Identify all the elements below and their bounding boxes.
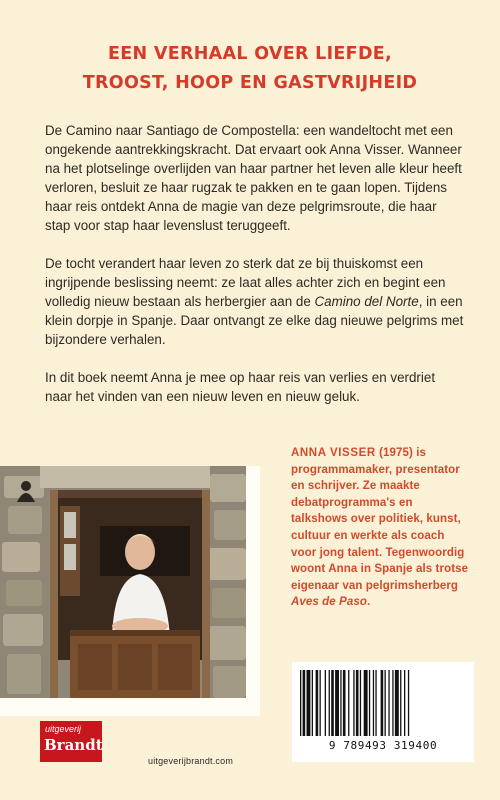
barcode-bar: [369, 670, 370, 736]
blurb: [45, 121, 465, 425]
barcode-bar: [356, 670, 359, 736]
barcode-bar: [343, 670, 346, 736]
barcode-bar: [331, 670, 334, 736]
barcode-bar: [325, 670, 326, 736]
author-inn-name: Aves de Paso: [291, 596, 367, 609]
barcode-bar: [395, 670, 399, 736]
barcode-bar: [307, 670, 311, 736]
barcode-bar: [353, 670, 354, 736]
isbn-barcode: [292, 662, 474, 762]
blurb-p2-start: De tocht verandert haar leven zo sterk dat ze bij thuiskomst een ingrijpende beslissing neemt: ze laat alles achter zich en begint een volledig nieuw bestaan als herbergier aan de: [45, 256, 446, 309]
publisher-logo-top: uitgeverij: [45, 724, 82, 734]
barcode-bar: [335, 670, 339, 736]
barcode-bar: [320, 670, 321, 736]
author-bio-text: (1975) is programmamaker, presentator en schrijver. Ze maakte debatprogramma's en talkshows over politiek, kunst, cultuur en werkte als coach voor jong talent. Tegenwoordig woont Anna in Spanje als trotse eigenaar van pelgrimsherberg: [291, 447, 469, 592]
barcode-bar: [303, 670, 306, 736]
barcode-bar: [404, 670, 405, 736]
publisher-logo-main: Brandt: [44, 736, 103, 754]
barcode-bar: [360, 670, 361, 736]
barcode-bar: [348, 670, 349, 736]
publisher-website: uitgeverijbrandt.com: [148, 756, 234, 766]
author-photo: [0, 466, 246, 698]
barcode-bar: [364, 670, 368, 736]
barcode-bar: [392, 670, 393, 736]
barcode-bar: [388, 670, 389, 736]
isbn-number: 9 789493 319400: [328, 739, 438, 752]
barcode-bar: [400, 670, 401, 736]
author-bio: [291, 445, 471, 611]
barcode-bar: [316, 670, 319, 736]
blurb-p2-route: Camino del Norte: [314, 294, 419, 309]
barcode-bar: [375, 670, 376, 736]
barcode-bar: [381, 670, 384, 736]
author-name: ANNA VISSER: [291, 447, 376, 459]
barcode-bars: [298, 670, 468, 738]
barcode-bar: [340, 670, 341, 736]
barcode-bar: [312, 670, 313, 736]
back-cover-headline: [0, 40, 500, 98]
author-bio-end: .: [367, 596, 371, 609]
barcode-bar: [373, 670, 374, 736]
blurb-paragraph-1: De Camino naar Santiago de Compostella: een wandeltocht met een ongekende aantrekkingskracht. Dat ervaart ook Anna Visser. Wanneer na het plotselinge overlijden van haar partner het leven alle kleur heeft verloren, besluit ze haar rugzak te pakken en te gaan lopen. Tijdens haar reis ontdekt Anna de magie van deze pelgrimsroute, die haar stap voor stap haar levenslust teruggeeft.: [45, 123, 462, 233]
barcode-bar: [408, 670, 409, 736]
blurb-paragraph-2: [45, 254, 465, 349]
barcode-bar: [385, 670, 386, 736]
headline-line-2: TROOST, HOOP EN GASTVRIJHEID: [82, 73, 418, 93]
barcode-bar: [300, 670, 301, 736]
blurb-paragraph-3: In dit boek neemt Anna je mee op haar reis van verlies en verdriet naar het vinden van een nieuw leven en nieuw geluk.: [45, 370, 436, 404]
author-photo-frame: [0, 466, 260, 716]
publisher-logo: [40, 721, 102, 762]
barcode-bar: [329, 670, 330, 736]
headline-line-1: EEN VERHAAL OVER LIEFDE,: [108, 44, 392, 64]
blurb-p2-end: , in een klein dorpje in Spanje. Daar ontvangt ze elke dag nieuwe pelgrims met bijzondere verhalen.: [45, 294, 464, 347]
